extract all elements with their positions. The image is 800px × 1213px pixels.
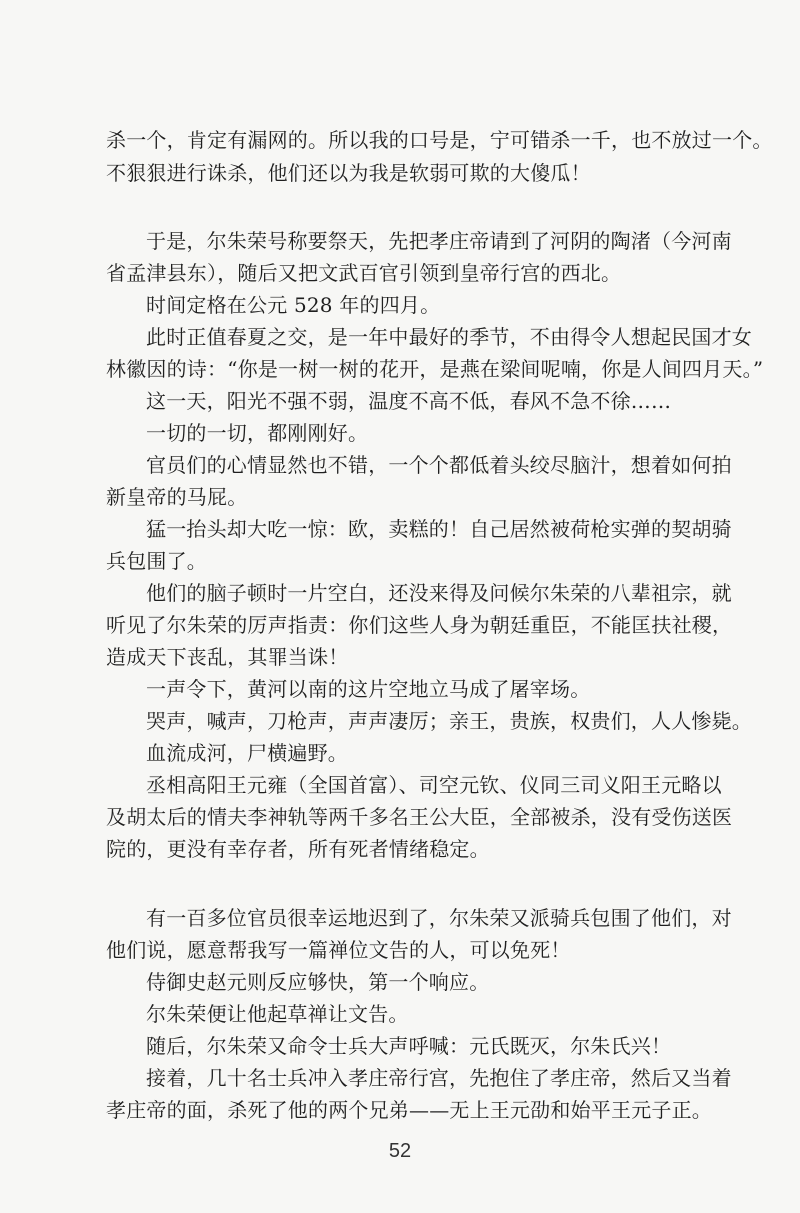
text-line: 杀一个，肯定有漏网的。所以我的口号是，宁可错杀一千，也不放过一个。 [106,128,773,152]
text-line: 院的，更没有幸存者，所有死者情绪稳定。 [106,837,490,861]
text-line: 猛一抬头却大吃一惊：欧，卖糕的！自己居然被荷枪实弹的契胡骑 [146,517,732,541]
text-line: 新皇帝的马屁。 [106,485,248,509]
text-line: 省孟津县东），随后又把文武百官引领到皇帝行宫的西北。 [106,261,622,285]
text-line: 官员们的心情显然也不错，一个个都低着头绞尽脑汁，想着如何拍 [146,453,732,477]
text-line: 血流成河，尸横遍野。 [146,741,348,765]
text-line: 尔朱荣便让他起草禅让文告。 [146,1002,409,1026]
text-line: 造成天下丧乱，其罪当诛！ [106,645,349,669]
text-line: 及胡太后的情夫李神轨等两千多名王公大臣，全部被杀，没有受伤送医 [106,805,733,829]
text-line: 时间定格在公元 528 年的四月。 [146,293,441,317]
text-line: 丞相高阳王元雍（全国首富）、司空元钦、仪同三司义阳王元略以 [146,773,722,797]
text-line: 这一天，阳光不强不弱，温度不高不低，春风不急不徐…… [146,389,672,413]
text-line: 于是，尔朱荣号称要祭天，先把孝庄帝请到了河阴的陶渚（今河南 [146,229,732,253]
text-line: 侍御史赵元则反应够快，第一个响应。 [146,970,490,994]
text-line: 兵包围了。 [106,549,207,573]
text-line: 有一百多位官员很幸运地迟到了，尔朱荣又派骑兵包围了他们，对 [146,906,732,930]
text-line: 随后，尔朱荣又命令士兵大声呼喊：元氏既灭，尔朱氏兴！ [146,1034,672,1058]
text-line: 一切的一切，都刚刚好。 [146,421,369,445]
page-number: 52 [388,1140,412,1162]
text-line: 他们说，愿意帮我写一篇禅位文告的人，可以免死！ [106,938,571,962]
text-line: 林徽因的诗：“你是一树一树的花开，是燕在梁间呢喃，你是人间四月天。” [106,357,764,381]
text-line: 他们的脑子顿时一片空白，还没来得及问候尔朱荣的八辈祖宗，就 [146,581,732,605]
text-line: 此时正值春夏之交，是一年中最好的季节，不由得令人想起民国才女 [146,325,752,349]
text-line: 一声令下，黄河以南的这片空地立马成了屠宰场。 [146,677,591,701]
text-line: 接着，几十名士兵冲入孝庄帝行宫，先抱住了孝庄帝，然后又当着 [146,1066,732,1090]
text-line: 不狠狠进行诛杀，他们还以为我是软弱可欺的大傻瓜！ [106,161,591,185]
text-line: 孝庄帝的面，杀死了他的两个兄弟——无上王元劭和始平王元子正。 [106,1098,712,1122]
text-line: 哭声，喊声，刀枪声，声声凄厉；亲王，贵族，权贵们，人人惨毙。 [146,709,752,733]
text-line: 听见了尔朱荣的厉声指责：你们这些人身为朝廷重臣，不能匡扶社稷， [106,613,733,637]
